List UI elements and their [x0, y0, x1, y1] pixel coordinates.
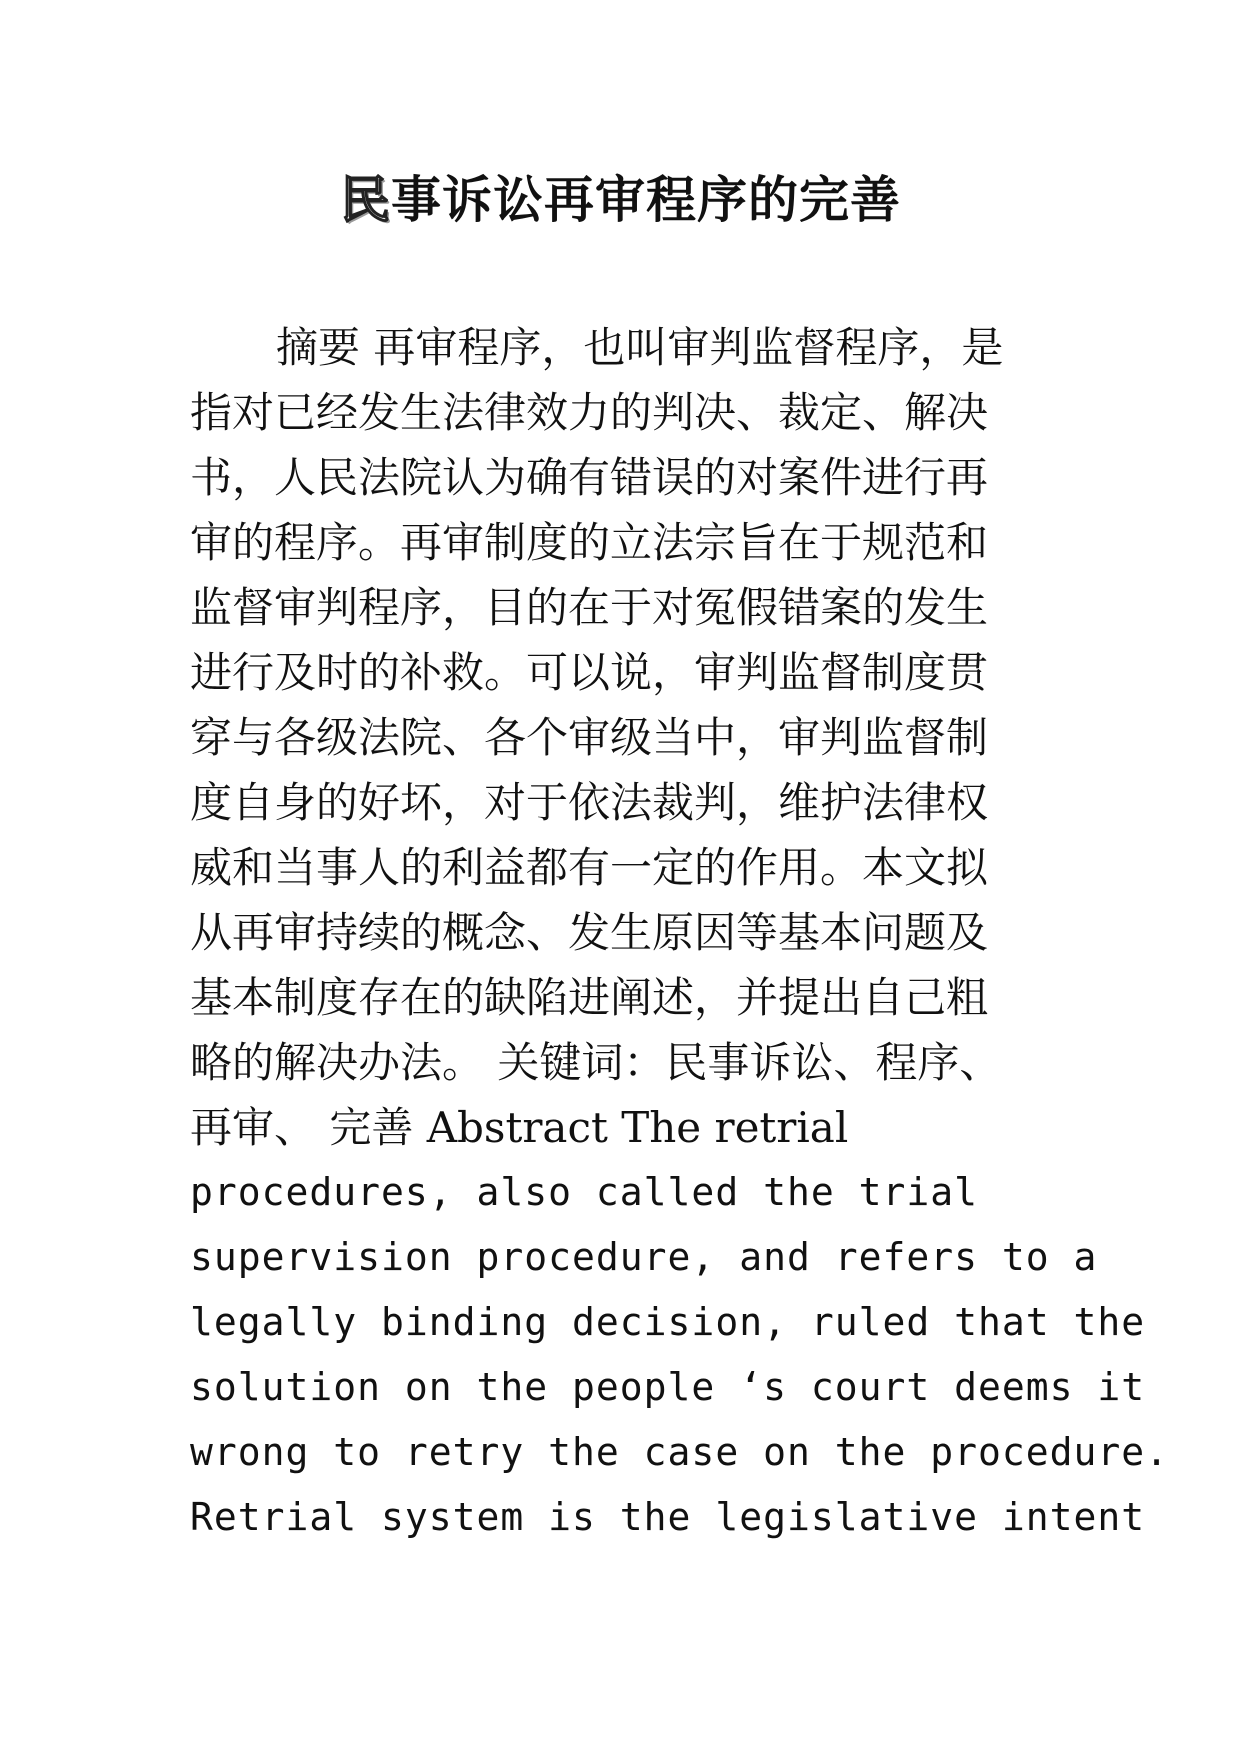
body-line: Retrial system is the legislative intent: [190, 1495, 1146, 1539]
title-text: 事诉讼再审程序的完善: [391, 170, 901, 229]
title-decorated-first-char: 民: [340, 170, 391, 229]
body-line: 进行及时的补救。可以说，审判监督制度贯: [190, 648, 989, 697]
body-line: 从再审持续的概念、发生原因等基本问题及: [190, 908, 989, 957]
body-line: 基本制度存在的缺陷进阐述，并提出自己粗: [190, 973, 989, 1022]
document-title: [0, 168, 1241, 232]
body-line: supervision procedure, and refers to a: [190, 1235, 1098, 1279]
body-line: 穿与各级法院、各个审级当中，审判监督制: [190, 713, 989, 762]
body-line: procedures, also called the trial: [190, 1170, 978, 1214]
body-line: wrong to retry the case on the procedure.: [190, 1430, 1169, 1474]
body-line: solution on the people ‘s court deems it: [190, 1365, 1146, 1409]
body-line: 指对已经发生法律效力的判决、裁定、解决: [190, 388, 989, 437]
body-line: 度自身的好坏，对于依法裁判，维护法律权: [190, 778, 989, 827]
body-line: 摘要 再审程序，也叫审判监督程序，是: [276, 323, 1004, 372]
body-line: 监督审判程序，目的在于对冤假错案的发生: [190, 583, 989, 632]
document-body: [190, 315, 1169, 1550]
body-line: 威和当事人的利益都有一定的作用。本文拟: [190, 843, 989, 892]
body-line: 再审、 完善 Abstract The retrial: [190, 1103, 849, 1152]
body-line: 书，人民法院认为确有错误的对案件进行再: [190, 453, 989, 502]
body-line: legally binding decision, ruled that the: [190, 1300, 1146, 1344]
body-line: 审的程序。再审制度的立法宗旨在于规范和: [190, 518, 989, 567]
body-line: 略的解决办法。 关键词：民事诉讼、程序、: [190, 1038, 1002, 1087]
